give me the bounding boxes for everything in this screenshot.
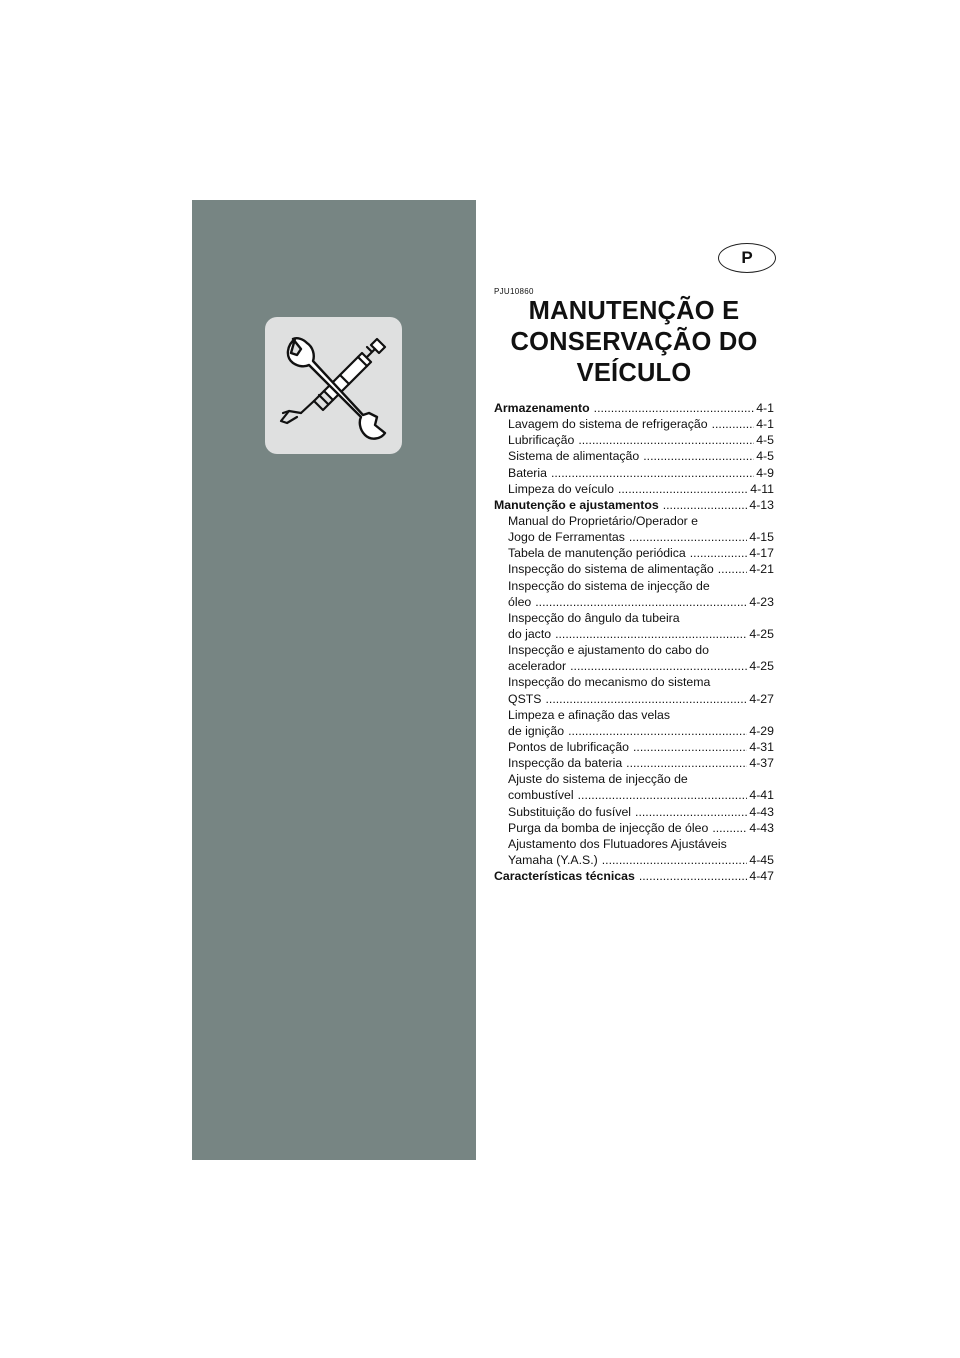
toc-subentry[interactable]: [494, 836, 774, 852]
toc-section-entry[interactable]: [494, 497, 774, 513]
toc-page-number: 4-1: [756, 401, 774, 415]
toc-subentry[interactable]: [494, 513, 774, 529]
language-badge: P: [718, 243, 776, 273]
toc-page-number: 4-37: [749, 756, 774, 771]
toc-subentry[interactable]: [494, 804, 774, 820]
toc-subentry[interactable]: [494, 545, 774, 561]
toc-section-entry[interactable]: [494, 400, 774, 416]
toc-leader-dots: [639, 868, 748, 884]
toc-page-number: 4-9: [756, 465, 774, 480]
toc-leader-dots: [635, 804, 747, 820]
toc-subentry[interactable]: [494, 642, 774, 658]
toc-entry-text: Manutenção e ajustamentos: [494, 497, 659, 512]
toc-leader-dots: [718, 561, 748, 577]
toc-leader-dots: [555, 626, 747, 642]
title-line: CONSERVAÇÃO DO: [510, 328, 758, 356]
toc-subentry[interactable]: [494, 481, 774, 497]
toc-entry-text: Sistema de alimentação: [508, 449, 640, 464]
toc-entry-text: Inspecção e ajustamento do cabo do: [508, 643, 709, 658]
title-line: VEÍCULO: [576, 359, 692, 387]
toc-entry-text: Inspecção do ângulo da tubeira: [508, 610, 680, 625]
toc-entry-text: Ajuste do sistema de injecção de: [508, 772, 688, 787]
toc-subentry[interactable]: [494, 448, 774, 464]
document-code: PJU10860: [494, 287, 534, 296]
wrench-and-grease-gun-icon: [265, 317, 402, 454]
toc-leader-dots: [663, 497, 748, 513]
toc-leader-dots: [626, 755, 747, 771]
toc-leader-dots: [643, 448, 754, 464]
chapter-title: [494, 296, 774, 389]
table-of-contents: [494, 400, 774, 884]
toc-page-number: 4-41: [749, 788, 774, 803]
toc-page-number: 4-47: [749, 869, 774, 884]
toc-page-number: 4-11: [750, 481, 774, 496]
toc-entry-text: acelerador: [508, 659, 567, 674]
toc-entry-text: Bateria: [508, 465, 547, 480]
toc-entry-text: Tabela de manutenção periódica: [508, 546, 686, 561]
toc-page-number: 4-25: [749, 659, 774, 674]
toc-subentry[interactable]: [494, 755, 774, 771]
icon-box: [265, 317, 402, 454]
toc-entry-text: Purga da bomba de injecção de óleo: [508, 820, 709, 835]
toc-subentry[interactable]: [494, 707, 774, 723]
toc-page-number: 4-5: [756, 433, 774, 448]
toc-subentry[interactable]: [494, 561, 774, 577]
toc-entry-text: combustível: [508, 788, 574, 803]
toc-entry-text: Inspecção do sistema de alimentação: [508, 562, 714, 577]
toc-leader-dots: [633, 739, 747, 755]
toc-entry-text: Limpeza do veículo: [508, 481, 614, 496]
toc-subentry[interactable]: [494, 771, 774, 787]
toc-page-number: 4-31: [749, 739, 774, 754]
toc-entry-text: Armazenamento: [494, 401, 590, 415]
toc-subentry[interactable]: [494, 723, 774, 739]
toc-page-number: 4-29: [749, 723, 774, 738]
toc-page-number: 4-5: [756, 449, 774, 464]
toc-subentry[interactable]: [494, 416, 774, 432]
toc-leader-dots: [712, 820, 747, 836]
toc-subentry[interactable]: [494, 610, 774, 626]
toc-leader-dots: [545, 691, 747, 707]
toc-page-number: 4-17: [749, 546, 774, 561]
toc-entry-text: Ajustamento dos Flutuadores Ajustáveis: [508, 836, 727, 851]
toc-page-number: 4-13: [749, 497, 774, 512]
toc-subentry[interactable]: [494, 626, 774, 642]
toc-leader-dots: [629, 529, 747, 545]
toc-entry-text: do jacto: [508, 626, 552, 641]
toc-subentry[interactable]: [494, 578, 774, 594]
toc-subentry[interactable]: [494, 739, 774, 755]
toc-subentry[interactable]: [494, 465, 774, 481]
toc-entry-text: QSTS: [508, 691, 542, 706]
toc-entry-text: Lavagem do sistema de refrigeração: [508, 417, 708, 432]
toc-section-entry[interactable]: [494, 868, 774, 884]
toc-page-number: 4-43: [749, 820, 774, 835]
toc-subentry[interactable]: [494, 432, 774, 448]
toc-page-number: 4-27: [749, 691, 774, 706]
toc-subentry[interactable]: [494, 787, 774, 803]
toc-subentry[interactable]: [494, 674, 774, 690]
toc-subentry[interactable]: [494, 691, 774, 707]
title-line: MANUTENÇÃO E: [528, 297, 740, 325]
toc-entry-text: de ignição: [508, 723, 565, 738]
toc-leader-dots: [551, 465, 754, 481]
toc-leader-dots: [570, 658, 747, 674]
toc-subentry[interactable]: [494, 820, 774, 836]
toc-entry-text: Yamaha (Y.A.S.): [508, 852, 598, 867]
toc-leader-dots: [535, 594, 747, 610]
toc-entry-text: Lubrificação: [508, 433, 575, 448]
toc-entry-text: Manual do Proprietário/Operador e: [508, 513, 699, 528]
toc-entry-text: óleo: [508, 594, 532, 609]
toc-page-number: 4-23: [749, 594, 774, 609]
toc-entry-text: Substituição do fusível: [508, 804, 632, 819]
toc-page-number: 4-1: [756, 417, 774, 432]
toc-entry-text: Jogo de Ferramentas: [508, 530, 625, 545]
toc-entry-text: Inspecção do mecanismo do sistema: [508, 675, 711, 690]
toc-subentry[interactable]: [494, 529, 774, 545]
toc-leader-dots: [690, 545, 748, 561]
toc-entry-text: Inspecção da bateria: [508, 756, 623, 771]
toc-subentry[interactable]: [494, 852, 774, 868]
toc-page-number: 4-45: [749, 852, 774, 867]
toc-leader-dots: [602, 852, 748, 868]
toc-page-number: 4-25: [749, 626, 774, 641]
toc-leader-dots: [594, 400, 755, 416]
toc-page-number: 4-15: [749, 530, 774, 545]
toc-leader-dots: [618, 481, 748, 497]
toc-page-number: 4-43: [749, 804, 774, 819]
toc-page-number: 4-21: [749, 562, 774, 577]
toc-entry-text: Pontos de lubrificação: [508, 739, 629, 754]
toc-entry-text: Inspecção do sistema de injecção de: [508, 578, 710, 593]
toc-leader-dots: [568, 723, 747, 739]
toc-subentry[interactable]: [494, 658, 774, 674]
toc-leader-dots: [712, 416, 755, 432]
toc-entry-text: Limpeza e afinação das velas: [508, 707, 671, 722]
toc-leader-dots: [578, 432, 754, 448]
toc-subentry[interactable]: [494, 594, 774, 610]
toc-leader-dots: [578, 787, 748, 803]
toc-entry-text: Características técnicas: [494, 869, 635, 884]
